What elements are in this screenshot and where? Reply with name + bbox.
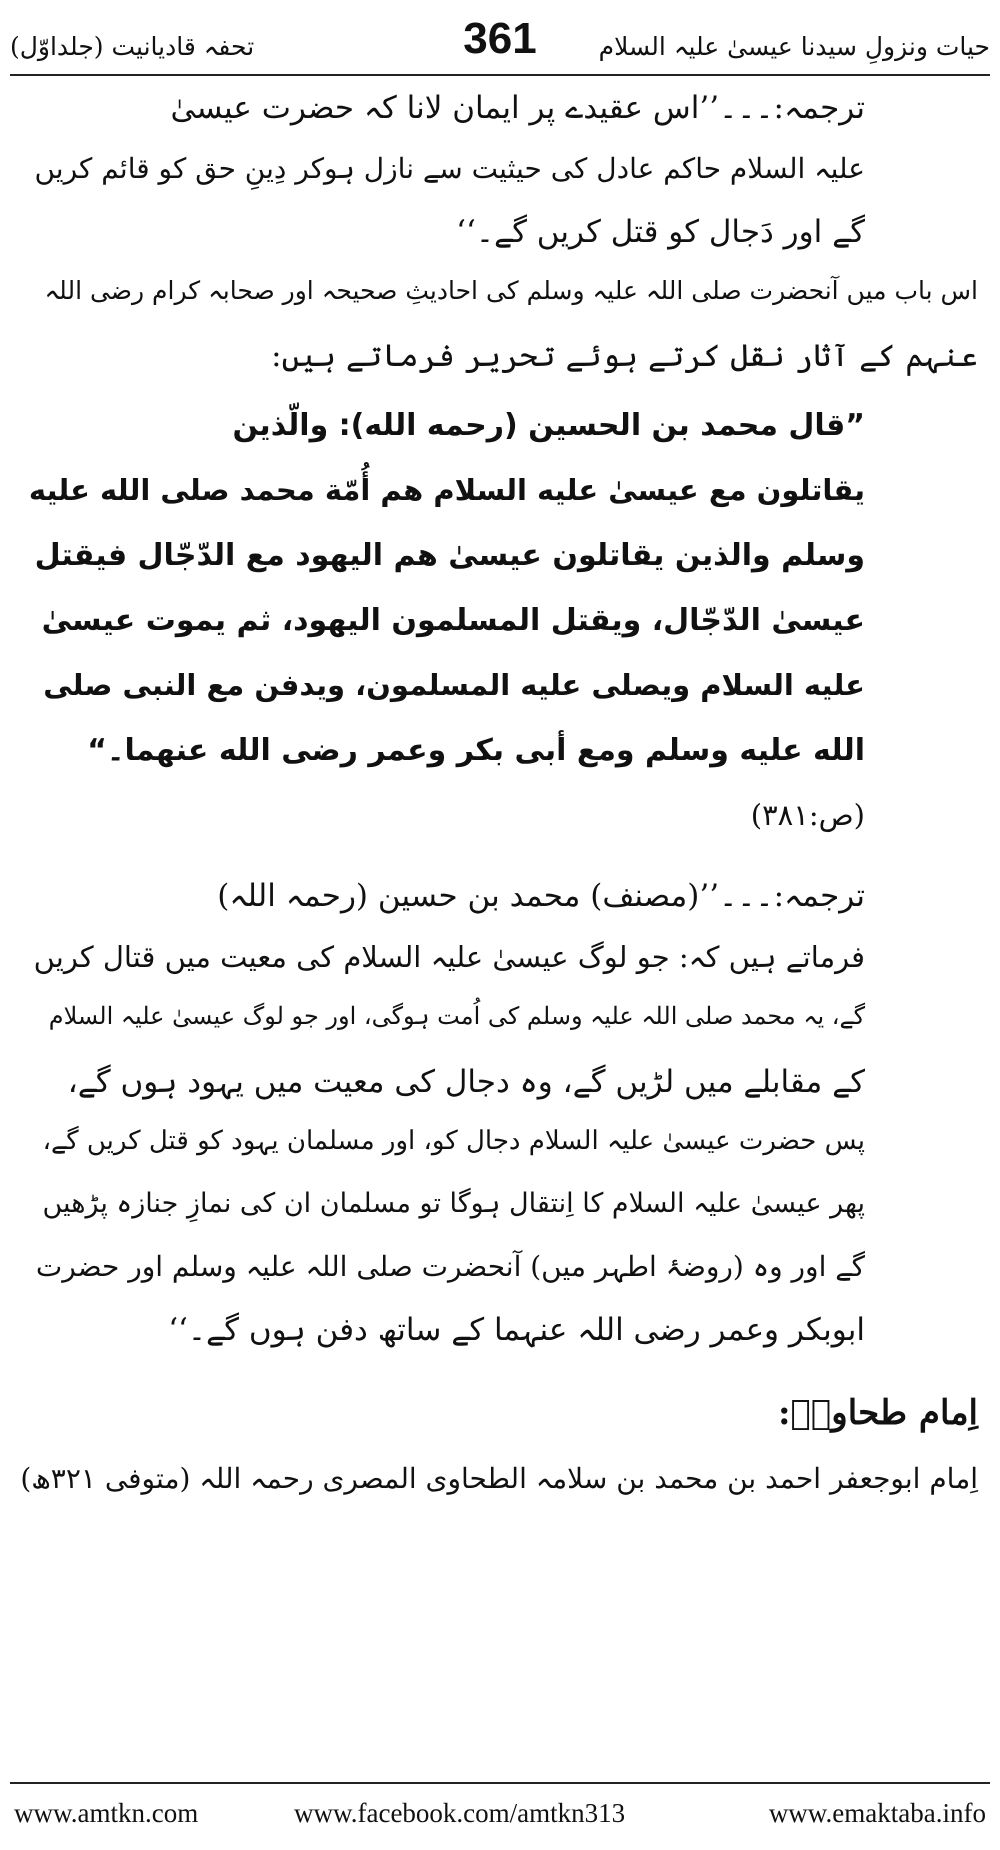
translation2-line-4: کے مقابلے میں لڑیں گے، وہ دجال کی معیت میں یہود ہوں گے، (67, 1064, 865, 1100)
translation-line-1: ترجمہ:۔۔۔’’اس عقیدے پر ایمان لانا کہ حضرت عیسیٰ (170, 90, 865, 126)
arabic-quote-line-1: ”قال محمد بن الحسين (رحمه الله): والّذين (232, 408, 865, 443)
translation2-line-5: پس حضرت عیسیٰ علیہ السلام دجال کو، اور مسلمان یہود کو قتل کریں گے، (42, 1126, 865, 1156)
arabic-quote-line-4: عيسىٰ الدّجّال، ويقتل المسلمون اليهود، ثم يموت عيسىٰ (41, 603, 865, 638)
translation2-line-8: ابوبکر وعمر رضی اللہ عنہما کے ساتھ دفن ہوں گے۔‘‘ (168, 1312, 865, 1348)
arabic-quote-line-5: عليه السلام ويصلى عليه المسلمون، ويدفن مع النبى صلى (43, 668, 865, 702)
translation2-line-2: فرماتے ہیں کہ: جو لوگ عیسیٰ علیہ السلام کی معیت میں قتال کریں (33, 940, 865, 974)
translation2-line-1: ترجمہ:۔۔۔’’(مصنف) محمد بن حسین (رحمہ اللہ) (217, 878, 865, 914)
source-reference: (ص:۳۸۱) (750, 798, 865, 832)
arabic-quote-line-3: وسلم والذين يقاتلون عيسىٰ هم اليهود مع الدّجّال فيقتل (34, 538, 865, 573)
page-header (10, 14, 990, 70)
footer-divider (10, 1782, 990, 1784)
page-footer (14, 1798, 986, 1834)
footer-link-amtkn[interactable]: www.amtkn.com (14, 1798, 199, 1828)
header-divider (10, 74, 990, 76)
translation-line-3: گے اور دَجال کو قتل کریں گے۔‘‘ (456, 214, 865, 250)
section-title: حیات ونزولِ سیدنا عیسیٰ علیہ السلام (598, 32, 990, 61)
arabic-quote-line-2: يقاتلون مع عيسىٰ عليه السلام هم أُمّة محمد صلى الله عليه (28, 473, 865, 507)
paragraph-line-1: اس باب میں آنحضرت صلی اللہ علیہ وسلم کی احادیثِ صحیحہ اور صحابہ کرام رضی اللہ (44, 276, 978, 305)
footer-link-emaktaba[interactable]: www.emaktaba.info (768, 1798, 986, 1828)
section-heading: اِمام طحاویؒ: (777, 1393, 978, 1433)
translation2-line-6: پھر عیسیٰ علیہ السلام کا اِنتقال ہوگا تو مسلمان ان کی نمازِ جنازہ پڑھیں (42, 1188, 865, 1219)
page-number: 361 (463, 14, 537, 63)
heading-paragraph-line: اِمام ابوجعفر احمد بن محمد بن سلامہ الطحاوی المصری رحمہ اللہ (متوفی ۳۲۱ھ) (20, 1462, 978, 1495)
translation2-line-7: گے اور وہ (روضۂ اطہر میں) آنحضرت صلی اللہ علیہ وسلم اور حضرت (35, 1250, 865, 1283)
paragraph-line-2: عنہم کے آثار نقل کرتے ہوئے تحریر فرماتے ہیں: (271, 338, 978, 374)
translation2-line-3: گے، یہ محمد صلی اللہ علیہ وسلم کی اُمت ہوگی، اور جو لوگ عیسیٰ علیہ السلام (48, 1002, 865, 1030)
translation-line-2: علیہ السلام حاکم عادل کی حیثیت سے نازل ہوکر دِینِ حق کو قائم کریں (34, 152, 865, 185)
footer-link-facebook[interactable]: www.facebook.com/amtkn313 (294, 1798, 626, 1828)
book-title: تحفہ قادیانیت (جلداوّل) (10, 32, 255, 61)
arabic-quote-line-6: الله عليه وسلم ومع أبى بكر وعمر رضى الله عنهما۔“ (87, 733, 865, 768)
